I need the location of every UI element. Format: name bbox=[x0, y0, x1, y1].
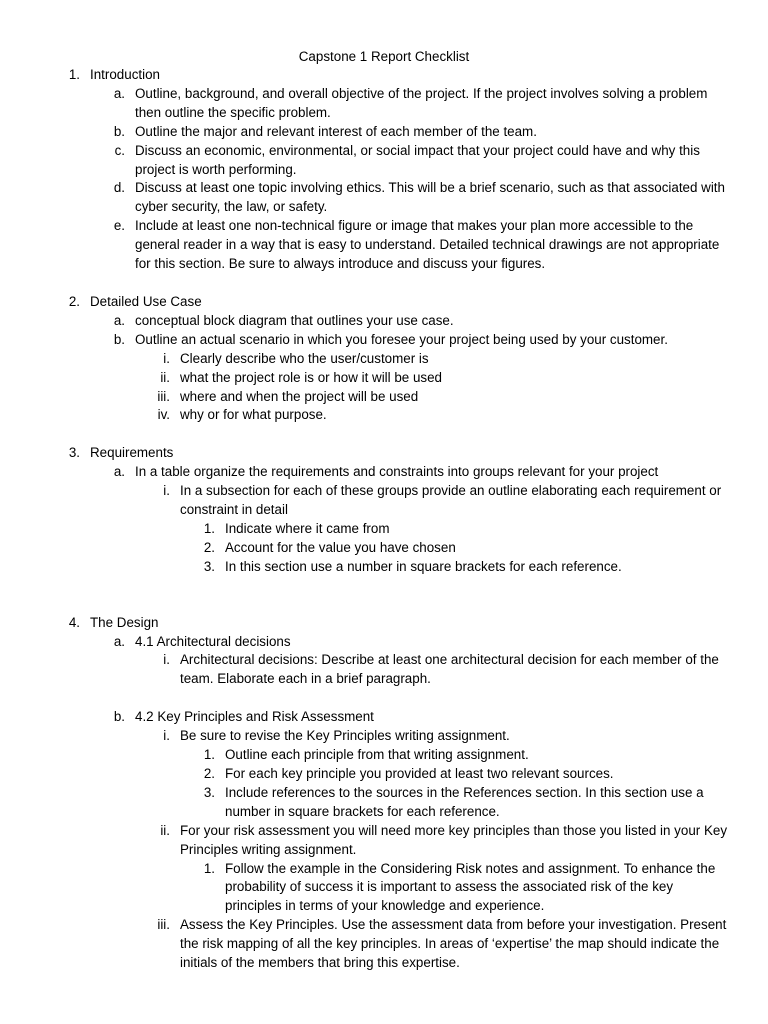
spacer bbox=[0, 425, 768, 444]
item-marker: a. bbox=[113, 85, 125, 101]
item-marker: i. bbox=[163, 728, 170, 744]
list-item bbox=[0, 916, 768, 973]
list-item bbox=[0, 369, 768, 388]
list-item bbox=[0, 179, 768, 217]
section-number: 4. bbox=[68, 614, 80, 630]
item-text: Assess the Key Principles. Use the assessment data from before your investigation. Present the risk mapping of all the key principles. In areas of ‘expertise’ the map should indicate the initials of the members that bring this expertise. bbox=[180, 917, 727, 971]
item-text: Account for the value you have chosen bbox=[225, 539, 456, 555]
list-item bbox=[0, 860, 768, 917]
list-item bbox=[0, 708, 768, 727]
section-requirements bbox=[0, 444, 768, 463]
item-text: Outline the major and relevant interest of each member of the team. bbox=[135, 123, 537, 139]
item-marker: iv. bbox=[157, 407, 170, 423]
spacer bbox=[0, 274, 768, 293]
item-marker: iii. bbox=[157, 917, 170, 933]
item-text: Outline, background, and overall objective of the project. If the project involves solving a problem then outline the specific problem. bbox=[135, 85, 708, 120]
list-item bbox=[0, 539, 768, 558]
spacer bbox=[0, 577, 768, 614]
item-marker: i. bbox=[163, 652, 170, 668]
list-item bbox=[0, 727, 768, 746]
list-item bbox=[0, 651, 768, 689]
item-text: Follow the example in the Considering Risk notes and assignment. To enhance the probability of success it is important to assess the associated risk of the key principles in terms of your knowledge and experience. bbox=[225, 860, 716, 914]
item-marker: 1. bbox=[203, 520, 215, 536]
item-text: conceptual block diagram that outlines your use case. bbox=[135, 312, 454, 328]
item-text: 4.1 Architectural decisions bbox=[135, 633, 291, 649]
item-marker: i. bbox=[163, 350, 170, 366]
item-marker: b. bbox=[113, 331, 125, 347]
list-item bbox=[0, 142, 768, 180]
list-item bbox=[0, 85, 768, 123]
item-marker: 3. bbox=[203, 784, 215, 800]
item-marker: 3. bbox=[203, 558, 215, 574]
checklist bbox=[0, 66, 768, 973]
item-marker: a. bbox=[113, 464, 125, 480]
list-item bbox=[0, 558, 768, 577]
list-item bbox=[0, 746, 768, 765]
item-marker: 1. bbox=[203, 860, 215, 876]
list-item bbox=[0, 633, 768, 652]
list-item bbox=[0, 482, 768, 520]
section-heading: Introduction bbox=[90, 67, 160, 82]
list-item bbox=[0, 463, 768, 482]
list-item bbox=[0, 406, 768, 425]
item-marker: 1. bbox=[203, 747, 215, 763]
item-text: Be sure to revise the Key Principles writing assignment. bbox=[180, 728, 510, 744]
item-marker: i. bbox=[163, 483, 170, 499]
item-text: In a table organize the requirements and constraints into groups relevant for your project bbox=[135, 464, 659, 480]
section-detailed-use-case bbox=[0, 293, 768, 312]
item-marker: ii. bbox=[160, 369, 170, 385]
list-item bbox=[0, 388, 768, 407]
item-text: Outline an actual scenario in which you foresee your project being used by your customer. bbox=[135, 331, 668, 347]
list-item bbox=[0, 520, 768, 539]
section-number: 3. bbox=[68, 445, 80, 461]
item-marker: 2. bbox=[203, 539, 215, 555]
section-the-design bbox=[0, 614, 768, 633]
item-marker: ii. bbox=[160, 822, 170, 838]
section-heading: Requirements bbox=[90, 445, 174, 461]
item-text: what the project role is or how it will be used bbox=[180, 369, 442, 385]
list-item bbox=[0, 765, 768, 784]
section-number: 1. bbox=[68, 67, 80, 82]
section-heading: The Design bbox=[90, 614, 159, 630]
item-text: In a subsection for each of these groups provide an outline elaborating each requirement or constraint in detail bbox=[180, 483, 722, 518]
item-text: where and when the project will be used bbox=[180, 388, 419, 404]
list-item bbox=[0, 312, 768, 331]
item-marker: a. bbox=[113, 633, 125, 649]
item-text: why or for what purpose. bbox=[180, 407, 327, 423]
item-text: 4.2 Key Principles and Risk Assessment bbox=[135, 709, 374, 725]
item-text: Architectural decisions: Describe at least one architectural decision for each member of the team. Elaborate each in a brief paragraph. bbox=[180, 652, 719, 687]
spacer bbox=[0, 689, 768, 708]
item-text: Discuss an economic, environmental, or social impact that your project could have and why this project is worth performing. bbox=[135, 142, 700, 177]
item-text: Indicate where it came from bbox=[225, 520, 390, 536]
list-item bbox=[0, 350, 768, 369]
item-marker: b. bbox=[113, 123, 125, 139]
section-number: 2. bbox=[68, 293, 80, 309]
item-marker: c. bbox=[114, 142, 125, 158]
item-text: Outline each principle from that writing assignment. bbox=[225, 747, 529, 763]
list-item bbox=[0, 123, 768, 142]
section-heading: Detailed Use Case bbox=[90, 293, 202, 309]
item-marker: a. bbox=[113, 312, 125, 328]
item-text: Include references to the sources in the References section. In this section use a number in square brackets for each reference. bbox=[225, 784, 704, 819]
item-text: Discuss at least one topic involving ethics. This will be a brief scenario, such as that associated with cyber security, the law, or safety. bbox=[135, 180, 725, 215]
item-text: Include at least one non-technical figure or image that makes your plan more accessible to the general reader in a way that is easy to understand. Detailed technical drawings are not appropriate for this section. Be sure to always introduce and discuss your figures. bbox=[135, 218, 720, 272]
item-marker: e. bbox=[113, 218, 125, 234]
item-marker: 2. bbox=[203, 766, 215, 781]
item-text: For each key principle you provided at least two relevant sources. bbox=[225, 766, 614, 781]
list-item bbox=[0, 331, 768, 350]
item-text: Clearly describe who the user/customer is bbox=[180, 350, 429, 366]
section-introduction bbox=[0, 66, 768, 85]
item-marker: b. bbox=[113, 709, 125, 725]
list-item bbox=[0, 784, 768, 822]
item-text: For your risk assessment you will need more key principles than those you listed in your Key Principles writing assignment. bbox=[180, 822, 728, 857]
list-item bbox=[0, 217, 768, 274]
item-text: In this section use a number in square brackets for each reference. bbox=[225, 558, 622, 574]
page-title: Capstone 1 Report Checklist bbox=[298, 49, 470, 64]
item-marker: d. bbox=[113, 180, 125, 196]
item-marker: iii. bbox=[157, 388, 170, 404]
list-item bbox=[0, 822, 768, 860]
